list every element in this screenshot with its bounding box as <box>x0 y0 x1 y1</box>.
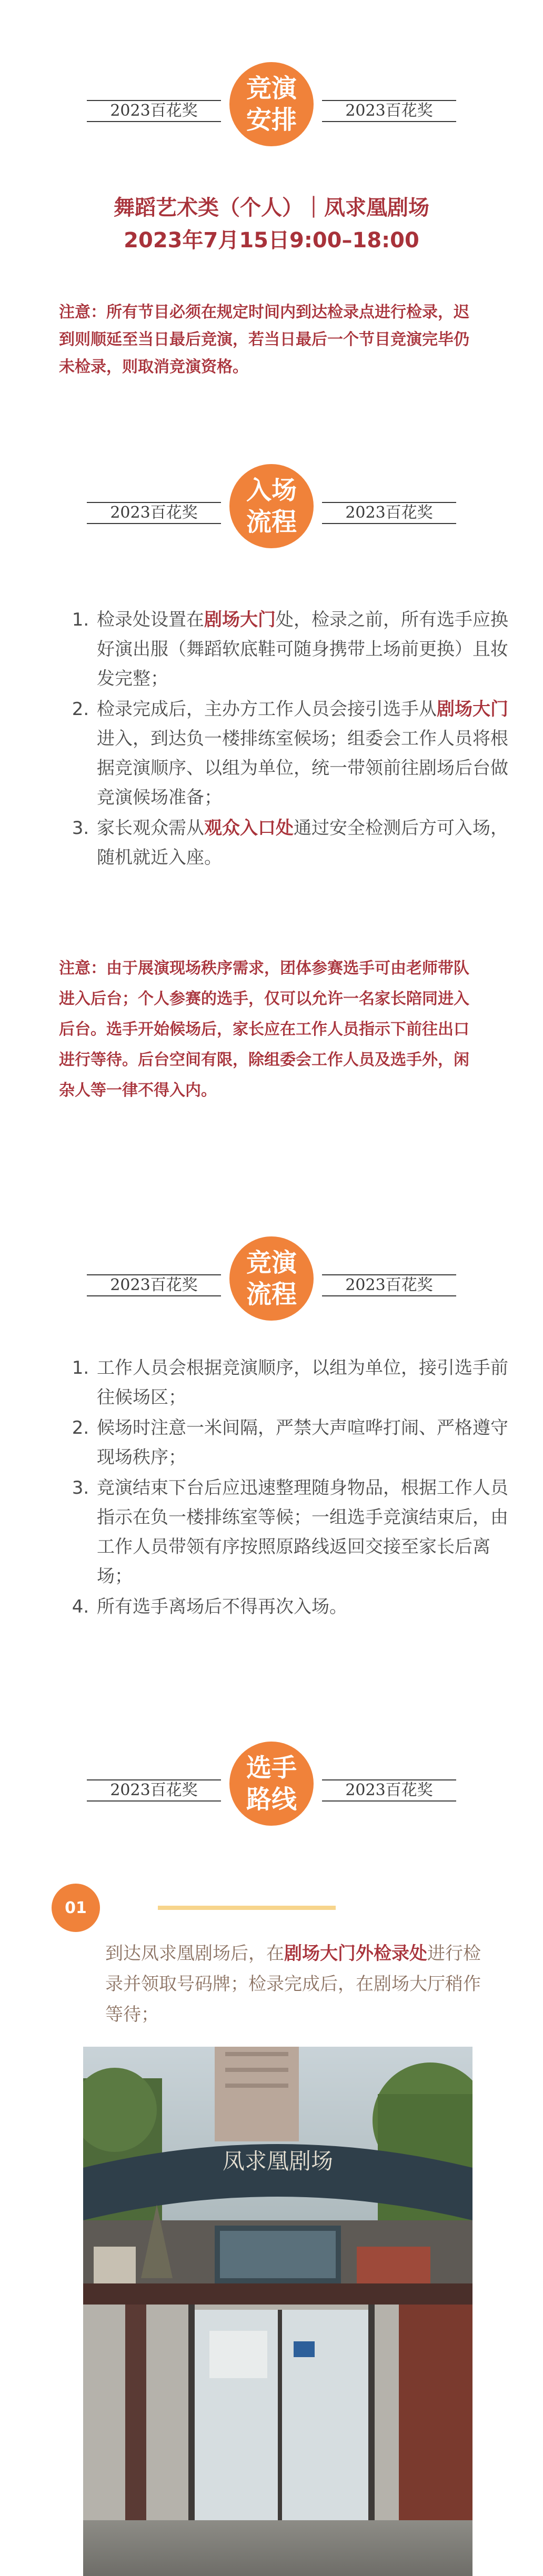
event-date: 2023年7月15日9:00–18:00 <box>124 228 419 253</box>
divider <box>87 1800 221 1802</box>
list-item: 4. 所有选手离场后不得再次入场。 <box>95 1592 520 1622</box>
section-title-line1: 竞演 <box>246 74 297 103</box>
divider <box>322 1800 456 1802</box>
route-step-number: 01 <box>52 1884 100 1932</box>
list-item: 2. 候场时注意一米间隔，严禁大声喧哗打闹、严格遵守现场秩序； <box>95 1413 520 1472</box>
list-item: 1. 工作人员会根据竞演顺序，以组为单位，接引选手前往候场区； <box>95 1353 520 1412</box>
competition-steps <box>59 1353 520 1623</box>
section-title-line2: 路线 <box>246 1785 297 1814</box>
section-tag-left: 2023百花奖 <box>110 102 198 120</box>
event-category: 舞蹈艺术类（个人）｜凤求凰剧场 <box>114 196 429 220</box>
section-title-badge <box>229 1742 314 1826</box>
divider <box>87 502 221 503</box>
section-tag-left: 2023百花奖 <box>110 1276 198 1294</box>
section-title-line2: 流程 <box>246 507 297 537</box>
list-item: 3. 竞演结束下台后应迅速整理随身物品，根据工作人员指示在负一楼排练室等候；一组选手竞演结束后，由工作人员带领有序按照原路线返回交接至家长后离场； <box>95 1473 520 1591</box>
divider <box>322 1295 456 1296</box>
section-header-route <box>0 1742 543 1842</box>
section-title-line2: 流程 <box>246 1280 297 1309</box>
divider <box>87 1295 221 1296</box>
divider <box>322 502 456 503</box>
section-tag-left: 2023百花奖 <box>110 1781 198 1799</box>
divider <box>87 121 221 122</box>
divider <box>322 121 456 122</box>
section-tag-right: 2023百花奖 <box>345 1781 433 1799</box>
divider <box>87 100 221 101</box>
divider <box>87 1779 221 1780</box>
section-tag-right: 2023百花奖 <box>345 504 433 522</box>
schedule-note: 注意：所有节目必须在规定时间内到达检录点进行检录，迟到则顺延至当日最后竞演，若当日最后一个节目竞演完毕仍未检录，则取消竞演资格。 <box>59 303 469 376</box>
section-tag-right: 2023百花奖 <box>345 1276 433 1294</box>
section-title-badge <box>229 464 314 548</box>
route-step-text: 到达凤求凰剧场后，在剧场大门外检录处进行检录并领取号码牌；检录完成后，在剧场大厅稍作等待； <box>105 1943 481 2025</box>
highlight-text: 剧场大门 <box>204 609 276 630</box>
theater-sign-text: 凤求凰剧场 <box>222 2148 334 2174</box>
highlight-text: 剧场大门外检录处 <box>284 1943 427 1964</box>
section-header-entry <box>0 464 543 564</box>
divider <box>322 1779 456 1780</box>
list-item: 1. 检录处设置在剧场大门处，检录之前，所有选手应换好演出服（舞蹈软底鞋可随身携带上场前更换）且妆发完整； <box>95 605 520 693</box>
section-header-schedule <box>0 62 543 162</box>
section-title-line1: 入场 <box>246 476 297 505</box>
route-accent-bar <box>158 1906 336 1910</box>
list-item: 3. 家长观众需从观众入口处通过安全检测后方可入场，随机就近入座。 <box>95 813 520 872</box>
entry-steps <box>59 605 520 873</box>
divider <box>322 523 456 524</box>
section-header-competition <box>0 1236 543 1336</box>
divider <box>322 1274 456 1275</box>
divider <box>87 523 221 524</box>
section-title-badge <box>229 62 314 146</box>
section-title-line1: 选手 <box>246 1753 297 1783</box>
list-item: 2. 检录完成后，主办方工作人员会接引选手从剧场大门进入，到达负一楼排练室候场；组委会工作人员将根据竞演顺序、以组为单位，统一带领前往剧场后台做竞演候场准备； <box>95 695 520 812</box>
section-title-line1: 竞演 <box>246 1248 297 1277</box>
section-title-line2: 安排 <box>246 105 297 135</box>
divider <box>87 1274 221 1275</box>
theater-photo-illustration <box>83 2047 472 2576</box>
theater-entrance-photo <box>83 2047 472 2576</box>
section-title-badge <box>229 1236 314 1321</box>
highlight-text: 观众入口处 <box>204 818 294 839</box>
divider <box>322 100 456 101</box>
highlight-text: 剧场大门 <box>437 699 508 720</box>
section-tag-right: 2023百花奖 <box>345 102 433 120</box>
entry-note: 注意：由于展演现场秩序需求，团体参赛选手可由老师带队进入后台；个人参赛的选手，仅可以允许一名家长陪同进入后台。选手开始候场后，家长应在工作人员指示下前往出口进行等待。后台空间有限，除组委会工作人员及选手外，闲杂人等一律不得入内。 <box>59 959 469 1100</box>
section-tag-left: 2023百花奖 <box>110 504 198 522</box>
